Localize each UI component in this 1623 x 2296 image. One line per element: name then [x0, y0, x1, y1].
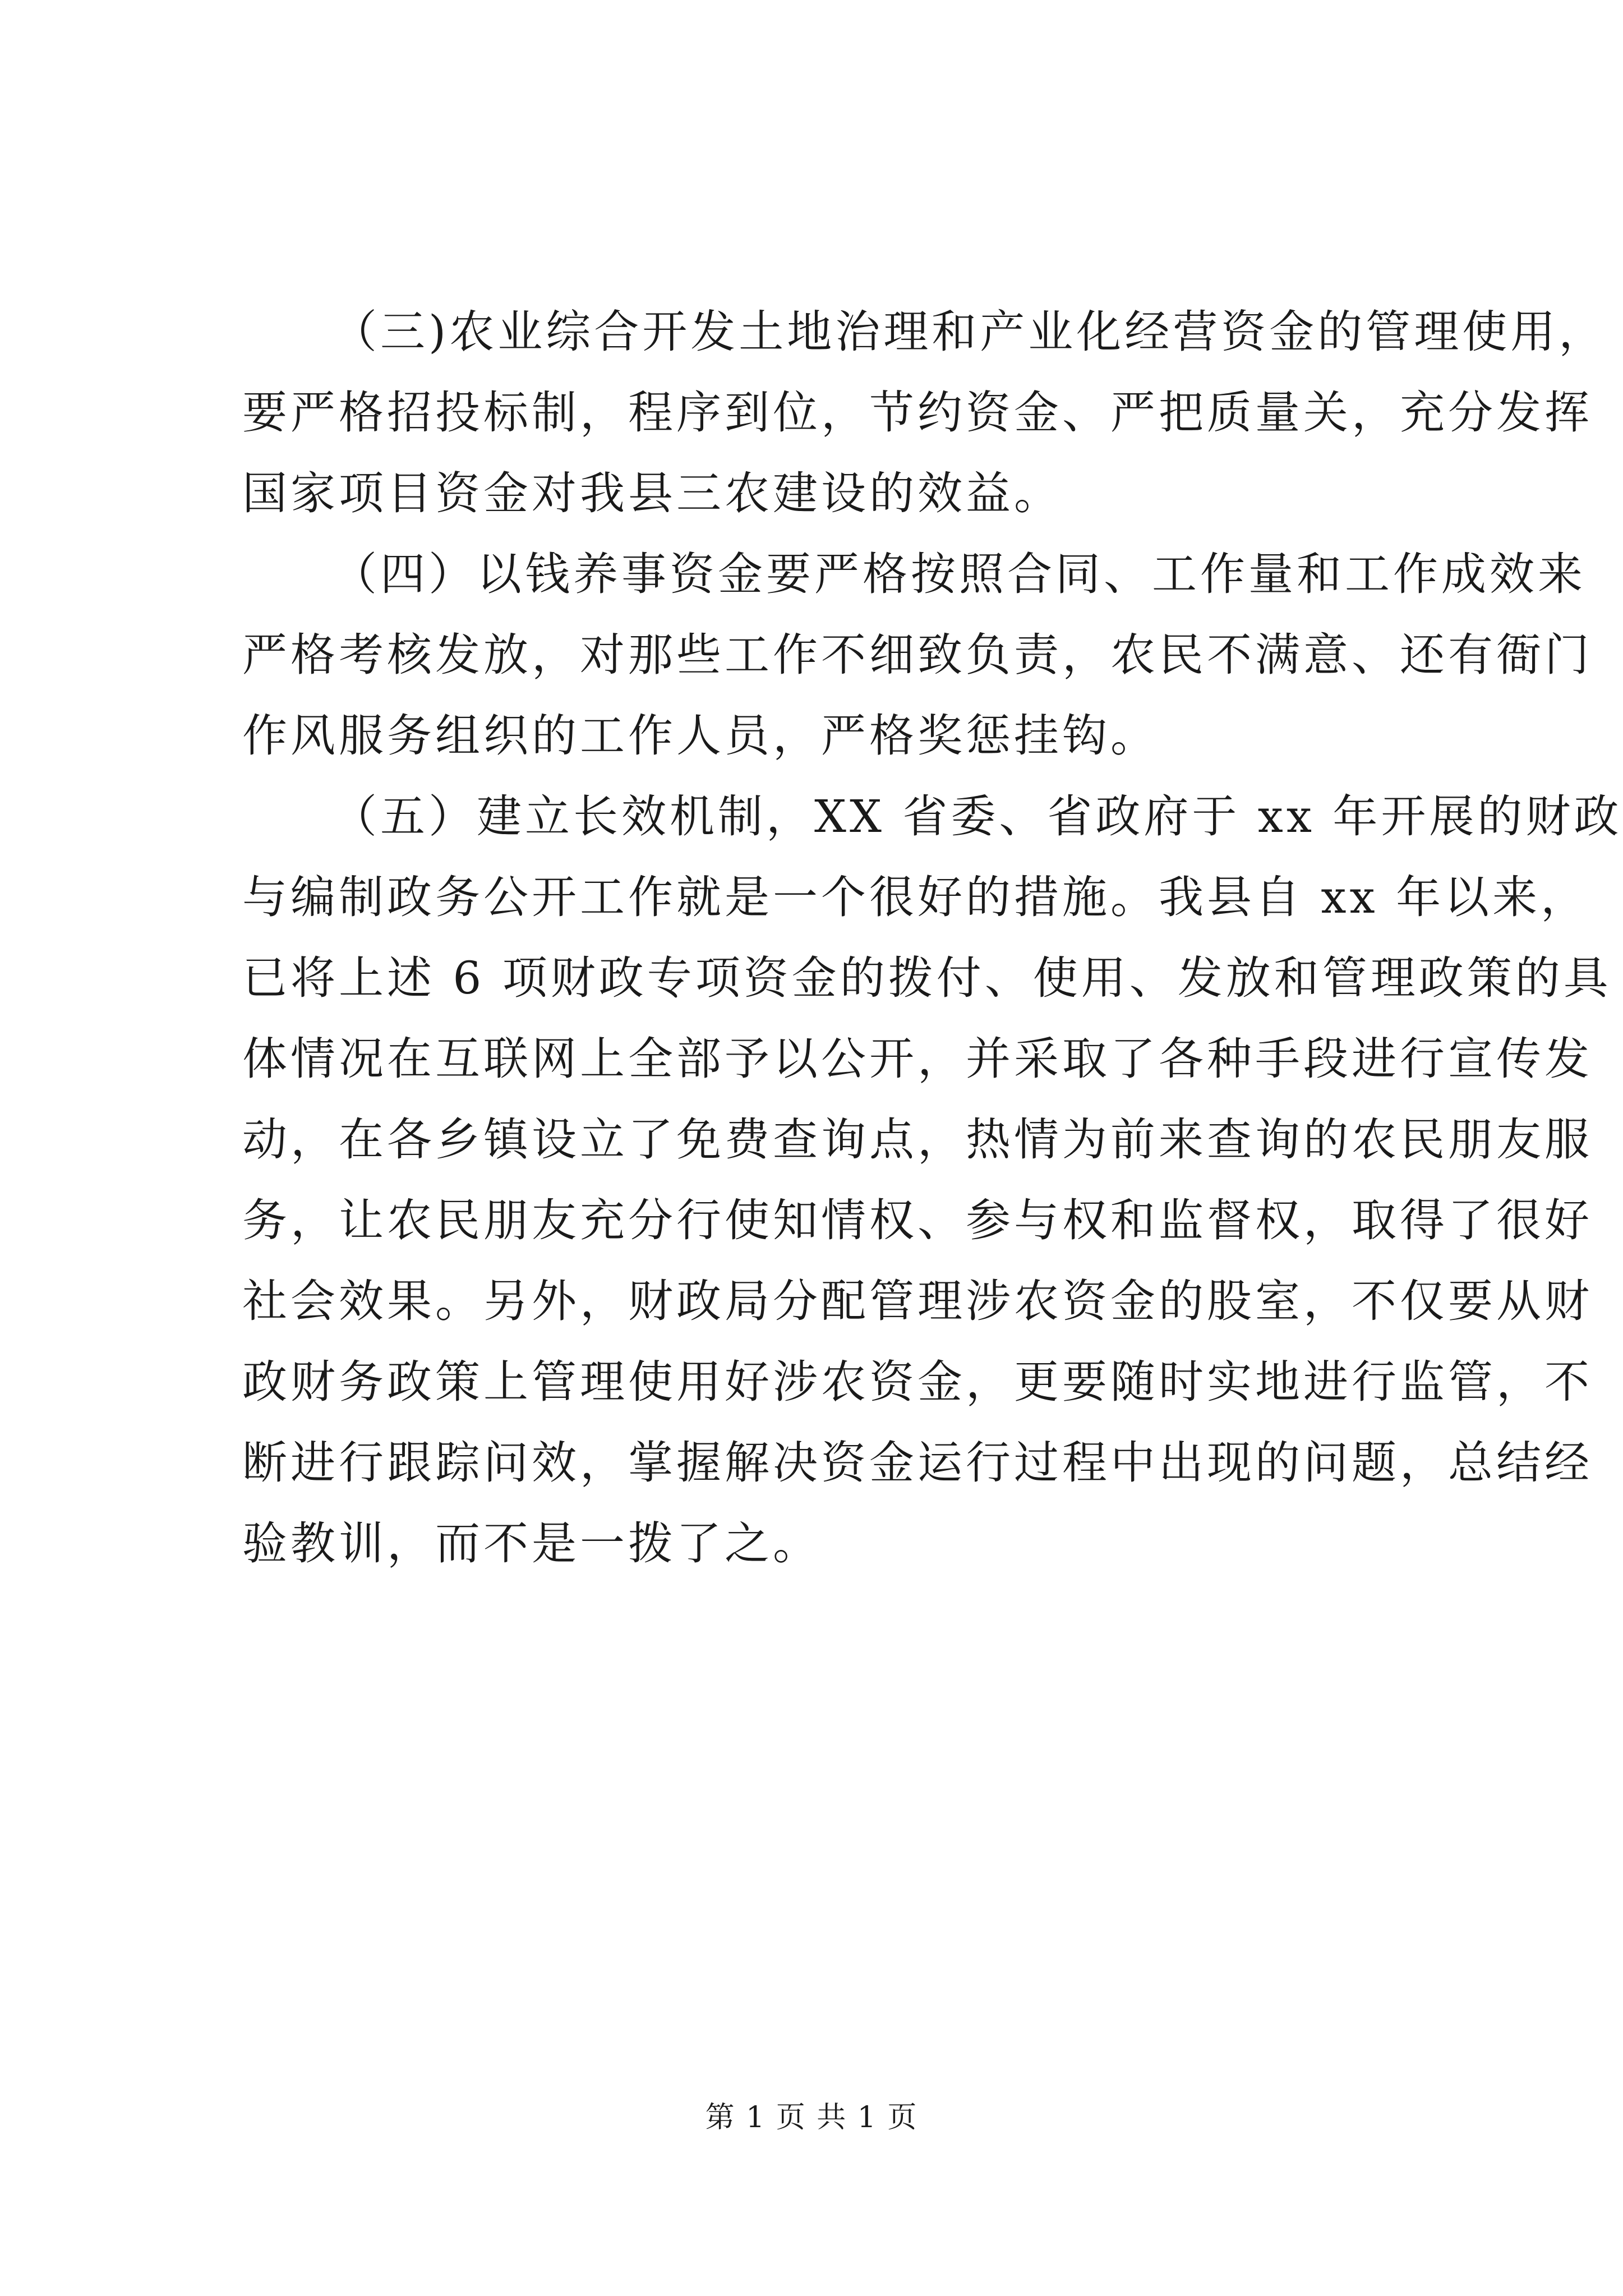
paragraph-line: 务，让农民朋友充分行使知情权、参与权和监督权，取得了很好 — [242, 1194, 1593, 1246]
paragraph-line: 严格考核发放，对那些工作不细致负责，农民不满意、还有衙门 — [242, 629, 1593, 681]
paragraph-line: 动，在各乡镇设立了免费查询点，热情为前来查询的农民朋友服 — [242, 1114, 1593, 1166]
paragraph-line: 断进行跟踪问效，掌握解决资金运行过程中出现的问题，总结经 — [242, 1437, 1593, 1489]
paragraph-line: 国家项目资金对我县三农建设的效益。 — [242, 467, 1062, 519]
paragraph-line: 要严格招投标制，程序到位，节约资金、严把质量关，充分发挥 — [242, 386, 1593, 439]
paragraph-line: 体情况在互联网上全部予以公开，并采取了各种手段进行宣传发 — [242, 1033, 1593, 1085]
page-number-footer: 第 1 页 共 1 页 — [705, 2101, 918, 2134]
paragraph-5 — [242, 776, 1622, 1584]
paragraph-4 — [242, 534, 1593, 776]
paragraph-line: 作风服务组织的工作人员，严格奖惩挂钩。 — [242, 710, 1159, 762]
paragraph-line: 政财务政策上管理使用好涉农资金，更要随时实地进行监管，不 — [242, 1356, 1593, 1408]
paragraph-line: （三)农业综合开发土地治理和产业化经营资金的管理使用， — [332, 306, 1607, 358]
paragraph-3 — [242, 292, 1607, 534]
paragraph-line: 社会效果。另外，财政局分配管理涉农资金的股室，不仅要从财 — [242, 1275, 1593, 1327]
document-body — [242, 292, 1622, 1584]
paragraph-line: （五）建立长效机制，XX 省委、省政府于 xx 年开展的财政 — [332, 790, 1622, 843]
paragraph-line: （四）以钱养事资金要严格按照合同、工作量和工作成效来 — [332, 548, 1586, 600]
paragraph-line: 与编制政务公开工作就是一个很好的措施。我县自 xx 年以来， — [242, 871, 1589, 923]
paragraph-line: 已将上述 6 项财政专项资金的拨付、使用、发放和管理政策的具 — [242, 952, 1612, 1004]
paragraph-line: 验教训，而不是一拨了之。 — [242, 1517, 821, 1570]
